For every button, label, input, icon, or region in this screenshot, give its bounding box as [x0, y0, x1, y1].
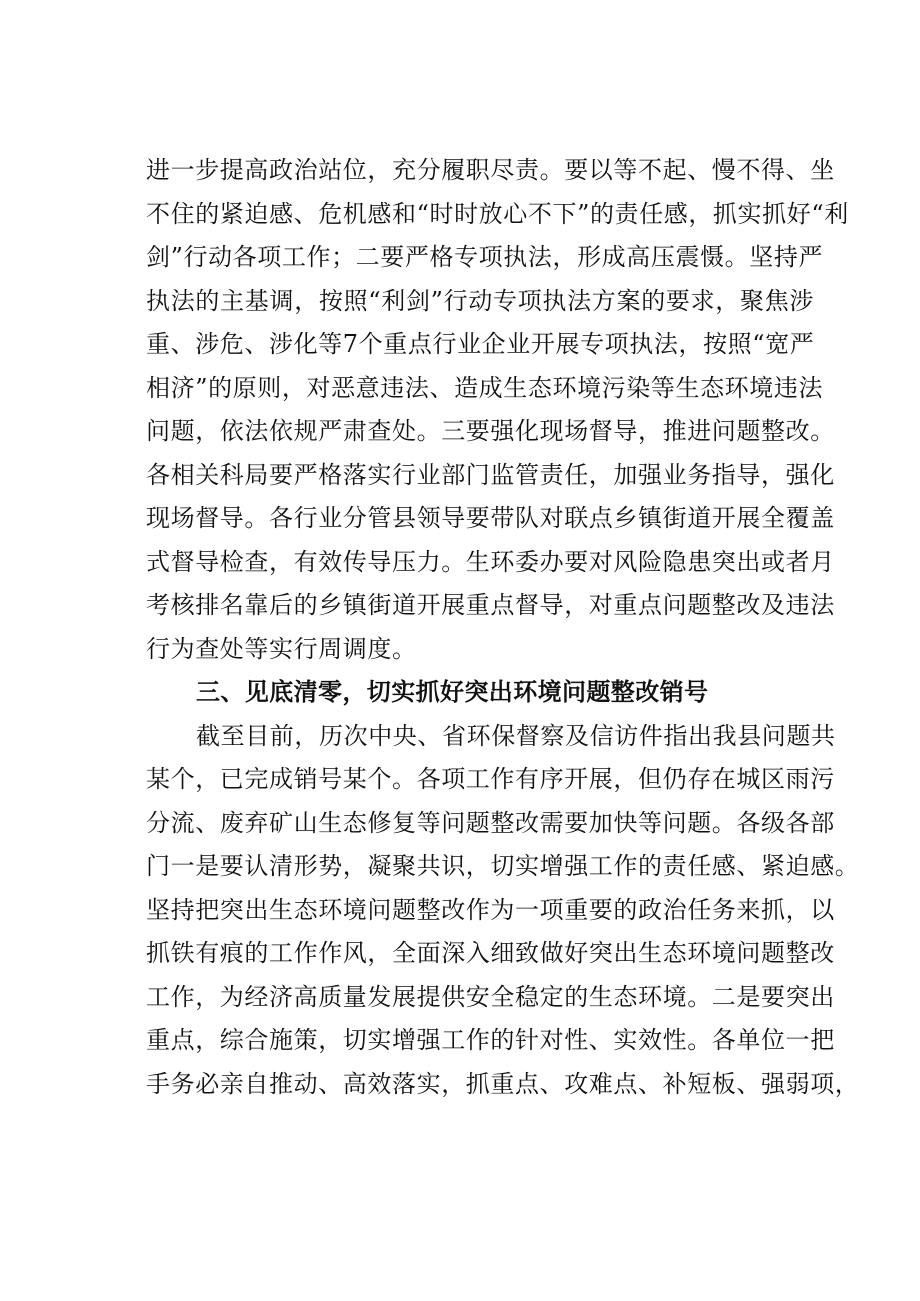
document-body	[146, 149, 860, 1106]
body-line: 现场督导。各行业分管县领导要带队对联点乡镇街道开展全覆盖	[146, 504, 835, 532]
body-line: 剑”行动各项工作；二要严格专项执法，形成高压震慑。坚持严	[146, 243, 824, 271]
section-heading: 三、见底清零，切实抓好突出环境问题整改销号	[196, 678, 709, 706]
body-line: 相济”的原则，对恶意违法、造成生态环境污染等生态环境违法	[146, 373, 824, 402]
body-line: 截至目前，历次中央、省环保督察及信访件指出我县问题共	[196, 721, 836, 750]
body-line: 手务必亲自推动、高效落实，抓重点、攻难点、补短板、强弱项，	[146, 1069, 860, 1098]
body-line: 问题，依法依规严肃查处。三要强化现场督导，推进问题整改。	[146, 417, 835, 445]
body-line: 重点，综合施策，切实增强工作的针对性、实效性。各单位一把	[146, 1026, 835, 1054]
body-line: 式督导检查，有效传导压力。生环委办要对风险隐患突出或者月	[146, 547, 835, 576]
body-line: 不住的紧迫感、危机感和“时时放心不下”的责任感，抓实抓好“利	[146, 199, 849, 228]
body-line: 各相关科局要严格落实行业部门监管责任，加强业务指导，强化	[146, 460, 835, 489]
body-line: 进一步提高政治站位，充分履职尽责。要以等不起、慢不得、坐	[146, 156, 835, 184]
body-line: 某个，已完成销号某个。各项工作有序开展，但仍存在城区雨污	[146, 765, 835, 793]
body-line: 重、涉危、涉化等7个重点行业企业开展专项执法，按照“宽严	[146, 330, 815, 358]
body-line: 执法的主基调，按照“利剑”行动专项执法方案的要求，聚焦涉	[146, 286, 814, 315]
body-line: 行为查处等实行周调度。	[146, 634, 417, 663]
body-line: 分流、废弃矿山生态修复等问题整改需要加快等问题。各级各部	[146, 808, 835, 837]
body-line: 抓铁有痕的工作作风，全面深入细致做好突出生态环境问题整改	[146, 939, 835, 967]
body-line: 门一是要认清形势，凝聚共识，切实增强工作的责任感、紧迫感。	[146, 852, 860, 880]
body-line: 坚持把突出生态环境问题整改作为一项重要的政治任务来抓，以	[146, 895, 835, 924]
body-line: 考核排名靠后的乡镇街道开展重点督导，对重点问题整改及违法	[146, 591, 835, 619]
body-line: 工作，为经济高质量发展提供安全稳定的生态环境。二是要突出	[146, 982, 835, 1011]
